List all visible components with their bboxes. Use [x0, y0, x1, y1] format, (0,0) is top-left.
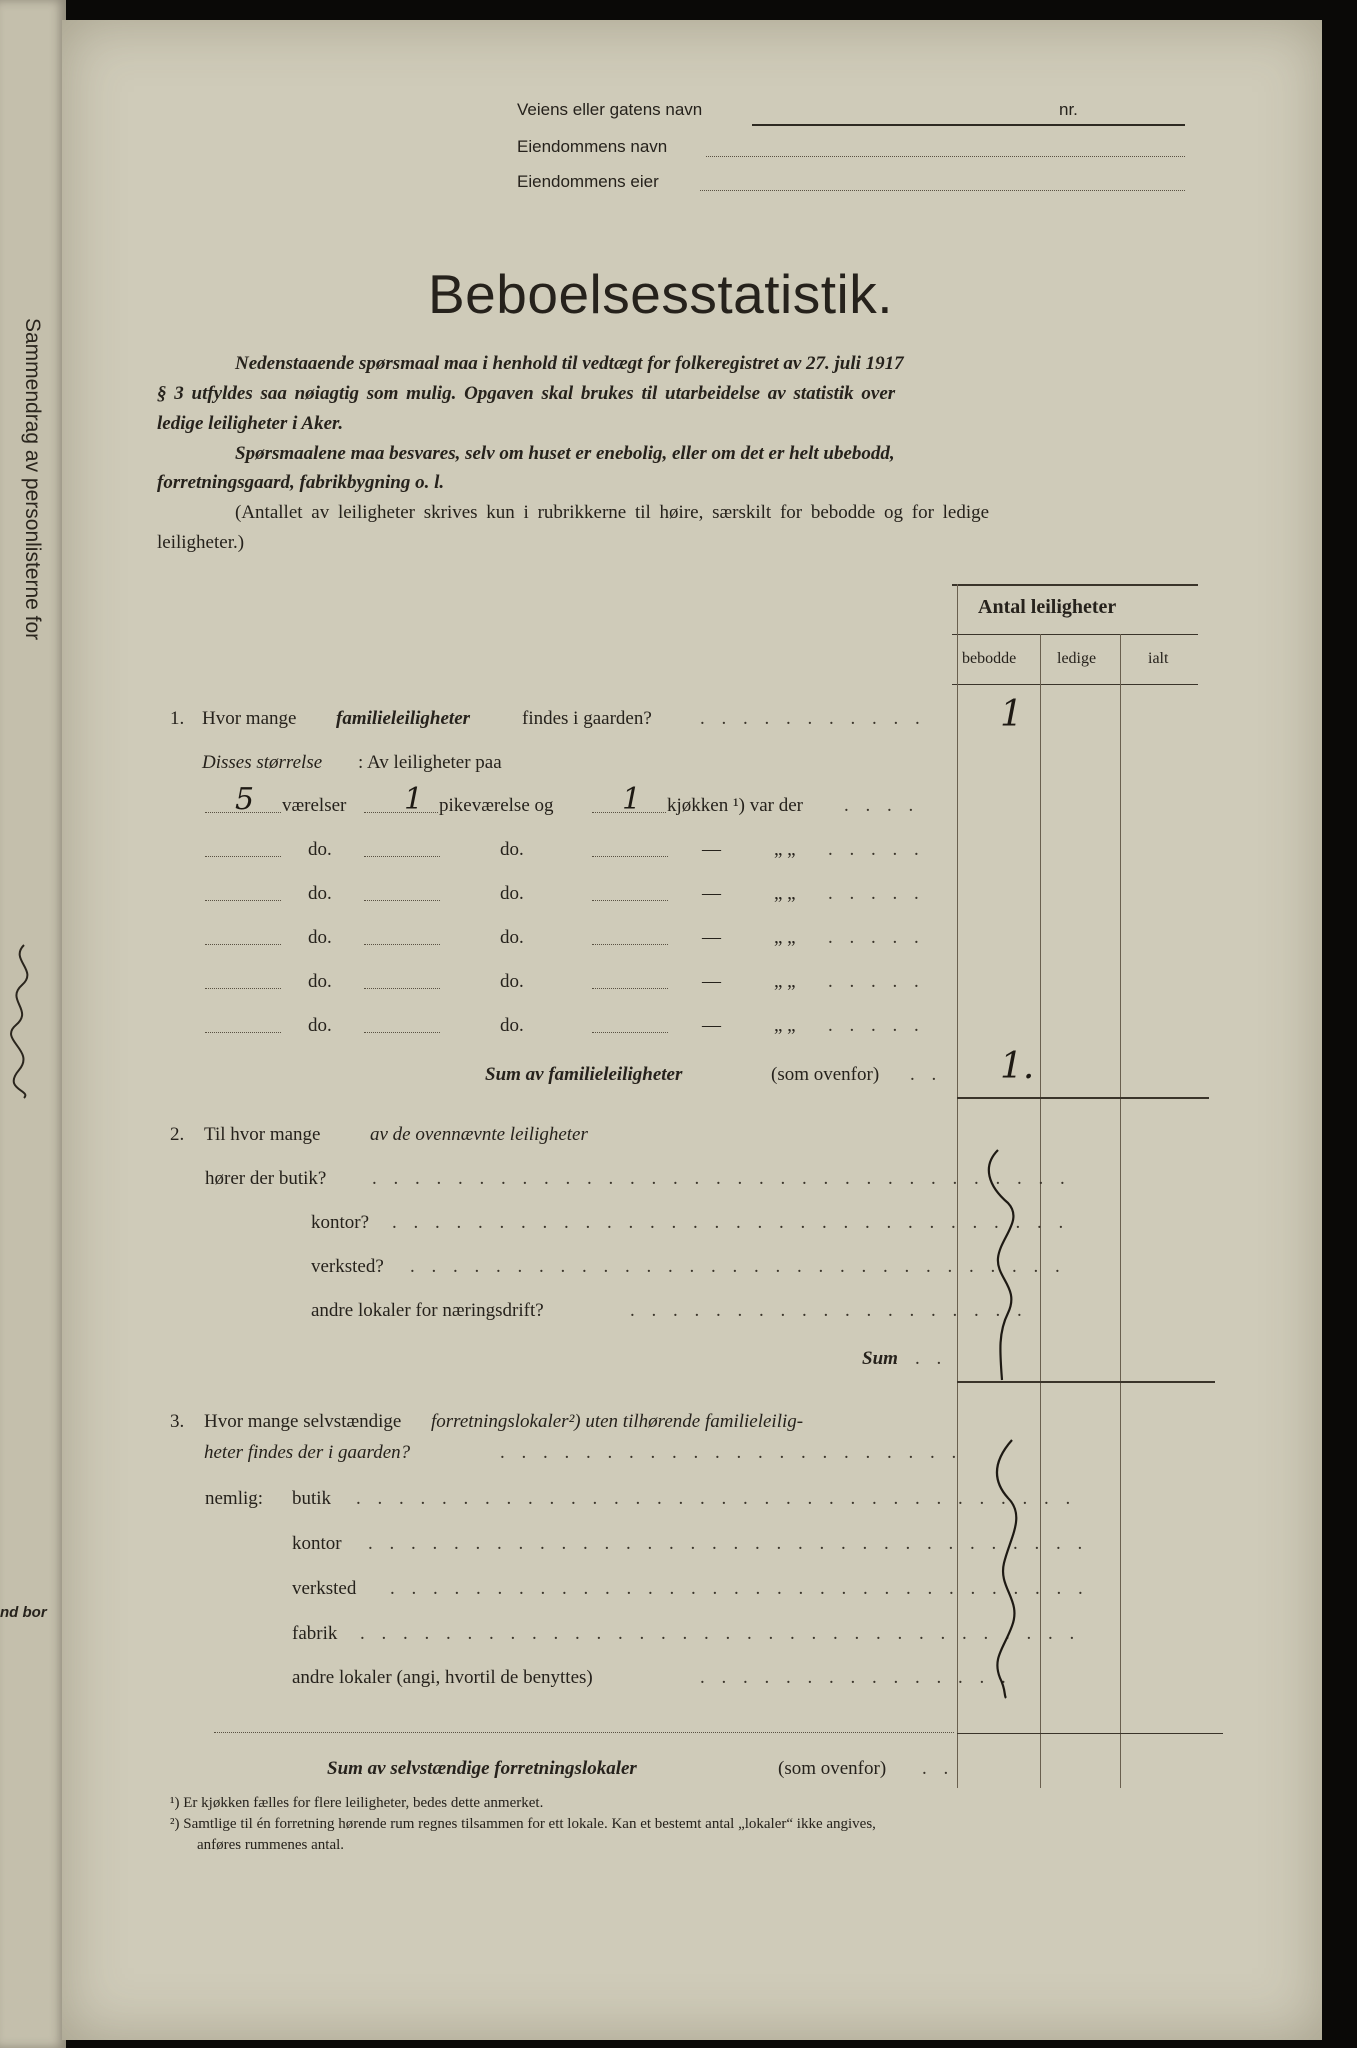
property-name-field [706, 156, 1185, 157]
q2-sum-dots: . . [915, 1348, 948, 1369]
q3-number: 3. [170, 1411, 185, 1432]
q1-sum-dots: . . [910, 1064, 943, 1085]
q3-fabrik-dots: . . . . . . . . . . . . . . . . . . . . . . . . . . . . . . . . . . [360, 1623, 1081, 1644]
q1-row1-vaerelser-value[interactable]: 5 [235, 782, 255, 817]
q3-butik-label: butik [292, 1488, 332, 1509]
footnote-2-continued: anføres rummenes antal. [197, 1837, 345, 1853]
table-col-divider-1 [1040, 634, 1041, 1788]
page-edge-shadow [1322, 20, 1357, 2048]
q1-row1-kjokken-value[interactable]: 1 [622, 782, 642, 817]
left-page-nd-bor: nd bor [0, 1604, 47, 1621]
col-ledige-header: ledige [1057, 650, 1097, 667]
table-top-rule [952, 584, 1198, 586]
q2-andre-label: andre lokaler for næringsdrift? [311, 1300, 544, 1321]
q3-verksted-dots: . . . . . . . . . . . . . . . . . . . . . . . . . . . . . . . . . [390, 1578, 1089, 1599]
property-owner-label: Eiendommens eier [517, 172, 659, 191]
q1-sizes-label-b: : Av leiligheter paa [358, 752, 502, 773]
footnote-1: ¹) Er kjøkken fælles for flere leiligheter, bedes dette anmerket. [170, 1795, 544, 1811]
col-ialt-header: ialt [1148, 650, 1169, 667]
street-name-field [752, 124, 1185, 126]
q2-andre-dots: . . . . . . . . . . . . . . . . . . . [630, 1300, 1028, 1321]
q3-text-b: forretningslokaler²) uten tilhørende familieleilig- [431, 1411, 804, 1432]
table-title-rule [952, 634, 1198, 635]
q3-butik-dots: . . . . . . . . . . . . . . . . . . . . . . . . . . . . . . . . . . [356, 1488, 1077, 1509]
q1-row1-pike-field [364, 812, 438, 813]
q3-fabrik-label: fabrik [292, 1623, 338, 1644]
table-title: Antal leiligheter [978, 596, 1117, 618]
q1-text-c: findes i gaarden? [522, 708, 652, 729]
q2-butik-dots: . . . . . . . . . . . . . . . . . . . . . . . . . . . . . . . . . [372, 1168, 1071, 1189]
q3-text-c: heter findes der i gaarden? [204, 1442, 411, 1463]
table-header-rule [952, 684, 1198, 685]
street-number-label: nr. [1059, 100, 1078, 119]
q2-kontor-dots: . . . . . . . . . . . . . . . . . . . . . . . . . . . . . . . . [392, 1212, 1070, 1233]
q2-sum-label: Sum [862, 1348, 898, 1369]
page-title: Beboelsesstatistik. [428, 263, 893, 325]
q1-number: 1. [170, 708, 185, 729]
q1-sizes-label: Disses størrelse [202, 752, 323, 773]
intro-line-5: forretningsgaard, fabrikbygning o. l. [157, 472, 445, 493]
intro-line-6: (Antallet av leiligheter skrives kun i rubrikkerne til høire, særskilt for bebodde og for ledige [235, 502, 990, 523]
q1-leader-dots: . . . . . . . . . . . [700, 708, 926, 729]
intro-line-4: Spørsmaalene maa besvares, selv om huset er enebolig, eller om det er helt ubebodd, [235, 443, 895, 464]
q3-kontor-label: kontor [292, 1533, 342, 1554]
q1-sum-label-b: (som ovenfor) [771, 1064, 880, 1085]
intro-line-3: ledige leiligheter i Aker. [157, 413, 344, 434]
intro-line-2: § 3 utfyldes saa nøiagtig som mulig. Opgaven skal brukes til utarbeidelse av statistik over [157, 383, 896, 404]
property-owner-field [700, 190, 1185, 191]
q1-row1-dots: . . . . [844, 795, 920, 816]
table-col-divider-2 [1120, 634, 1121, 1788]
intro-line-7: leiligheter.) [157, 532, 245, 553]
q3-text-dots: . . . . . . . . . . . . . . . . . . . . . . [500, 1442, 963, 1463]
intro-line-1: Nedenstaaende spørsmaal maa i henhold til vedtægt for folkeregistret av 27. juli 1917 [235, 353, 904, 374]
q2-number: 2. [170, 1124, 185, 1145]
q2-kontor-label: kontor? [311, 1212, 370, 1233]
q3-andre-dots: . . . . . . . . . . . . . . . [700, 1667, 1012, 1688]
q3-handwritten-squiggle [986, 1438, 1036, 1700]
q3-sum-dots: . . [922, 1758, 955, 1779]
sum1-rule [957, 1097, 1209, 1099]
q1-text-a: Hvor mange [202, 708, 297, 729]
q1-row1-kjokken-label: kjøkken ¹) var der [667, 795, 804, 816]
q1-sum-bebodde[interactable]: 1. [1000, 1046, 1035, 1087]
q1-row1-vaerelser-label: værelser [282, 795, 347, 816]
q3-text-a: Hvor mange selvstændige [204, 1411, 402, 1432]
q1-text-b: familieleiligheter [336, 708, 471, 729]
col-bebodde-header: bebodde [962, 650, 1017, 667]
q2-text-b: av de ovennævnte leiligheter [370, 1124, 588, 1145]
q3-sum-label-b: (som ovenfor) [778, 1758, 887, 1779]
q1-row1-pike-label: pikeværelse og [439, 795, 554, 816]
left-page-vertical-heading: Sammendrag av personlisterne for [21, 318, 44, 641]
q2-verksted-dots: . . . . . . . . . . . . . . . . . . . . . . . . . . . . . . . [410, 1256, 1066, 1277]
q2-verksted-label: verksted? [311, 1256, 384, 1277]
q3-verksted-label: verksted [292, 1578, 357, 1599]
q2-handwritten-squiggle [980, 1148, 1030, 1383]
q1-row1-pike-value[interactable]: 1 [404, 782, 424, 817]
q3-kontor-dots: . . . . . . . . . . . . . . . . . . . . . . . . . . . . . . . . . . [368, 1533, 1089, 1554]
q2-text-a: Til hvor mange [204, 1124, 321, 1145]
sum3-rule [957, 1733, 1223, 1734]
q2-butik-label: hører der butik? [205, 1168, 327, 1189]
q1-sum-label: Sum av familieleiligheter [485, 1064, 683, 1085]
adjacent-page-strip [0, 0, 66, 2048]
footnote-2: ²) Samtlige til én forretning hørende rum regnes tilsammen for ett lokale. Kan et bestemt antal „lokaler“ ikke angives, [170, 1816, 876, 1832]
left-page-handwriting [4, 940, 44, 1100]
q3-sum-label: Sum av selvstændige forretningslokaler [327, 1758, 637, 1779]
q1-answer-bebodde[interactable]: 1 [1000, 694, 1023, 735]
street-name-label: Veiens eller gatens navn [517, 100, 703, 119]
q3-sum-separator [214, 1732, 954, 1733]
q3-andre-label: andre lokaler (angi, hvortil de benyttes) [292, 1667, 593, 1688]
property-name-label: Eiendommens navn [517, 137, 668, 156]
q3-nemlig-label: nemlig: [205, 1488, 264, 1509]
